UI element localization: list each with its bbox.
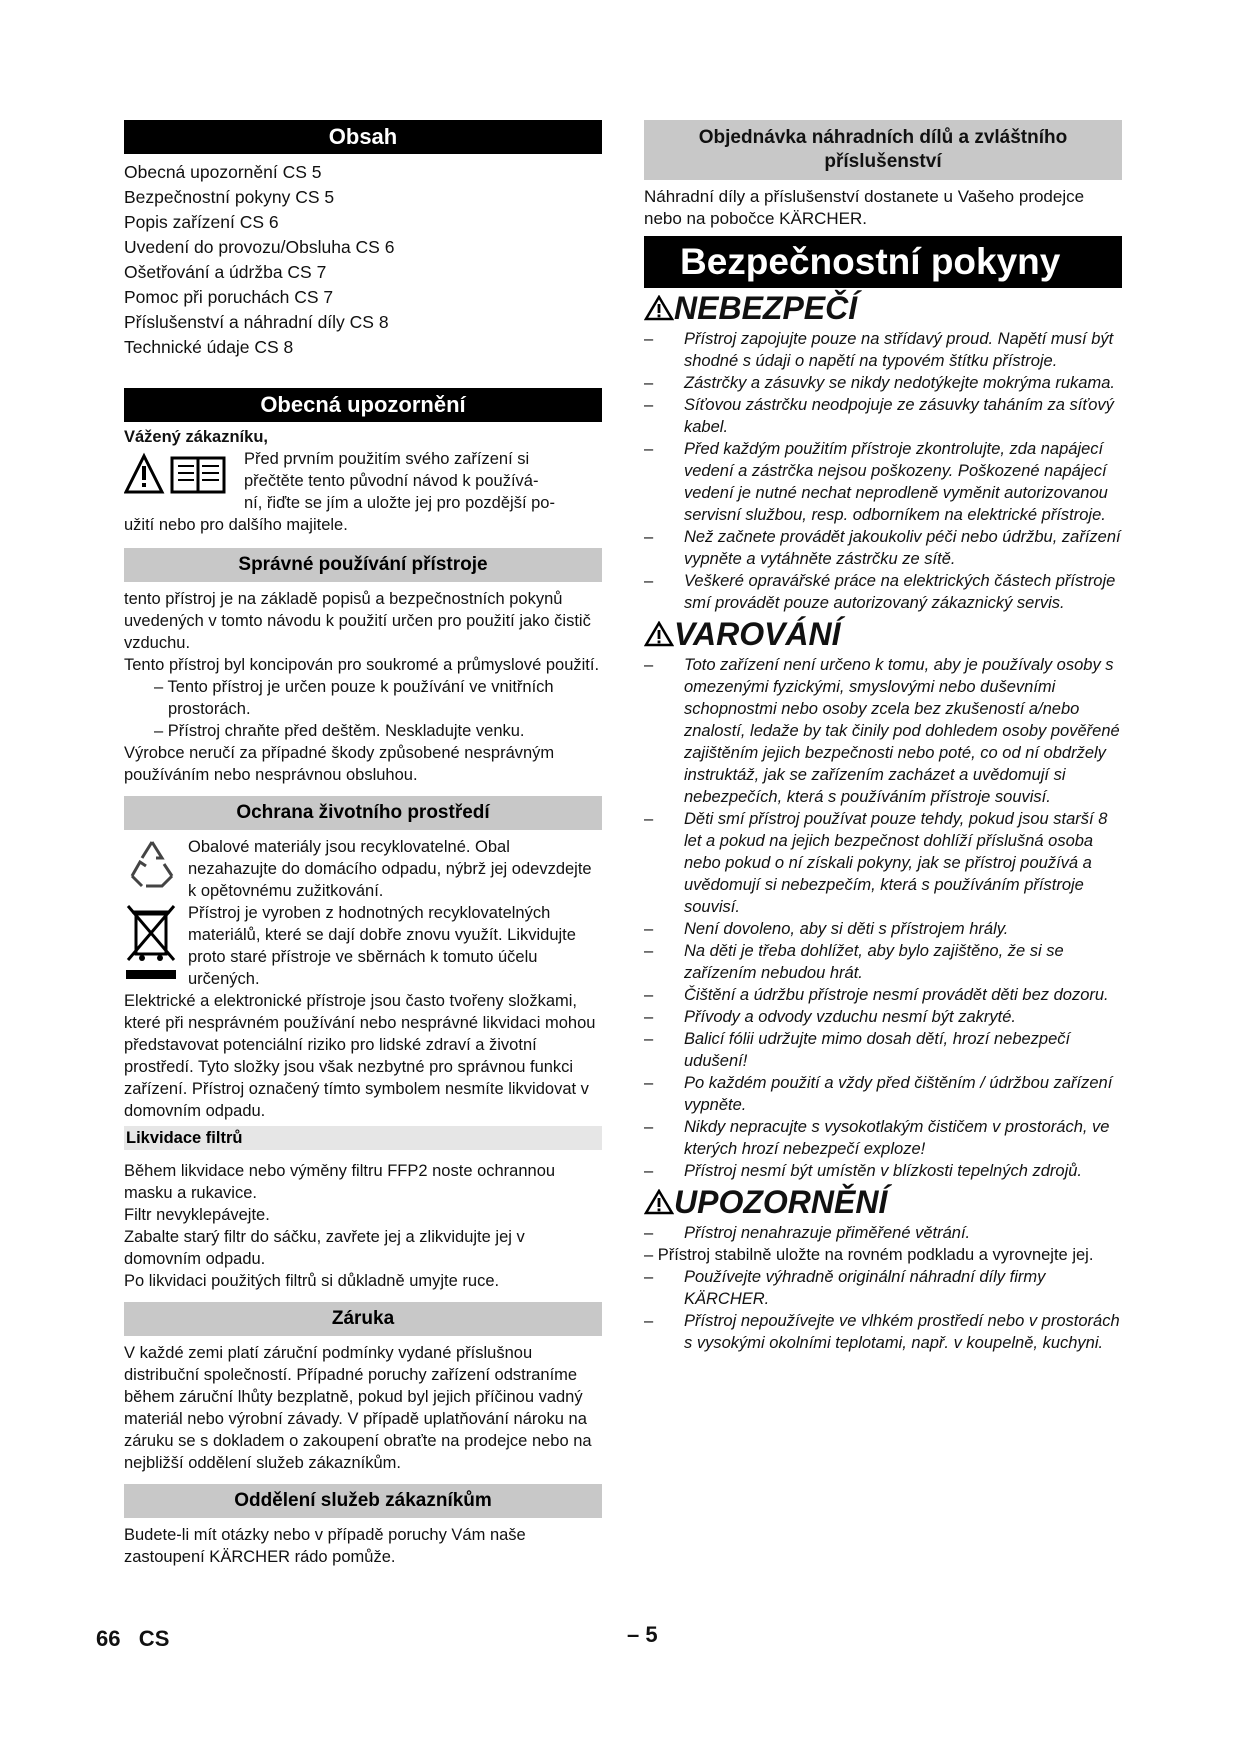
warning-book-icon [124, 452, 234, 496]
proper-use-b2: – Přístroj chraňte před deštěm. Neskladujte venku. [154, 722, 525, 740]
intro-line: Před prvním použitím svého zařízení si [244, 450, 530, 468]
caution-list [644, 1222, 1122, 1354]
spare-parts-title: Objednávka náhradních dílů a zvláštního příslušenství [644, 120, 1122, 180]
toc-entry[interactable]: Ošetřování a údržba CS 7 [124, 262, 327, 282]
list-item: – Používejte výhradně originální náhradní díly firmy KÄRCHER. [644, 1268, 1046, 1308]
weee-text: Elektrické a elektronické přístroje jsou často tvořeny složkami, které při nesprávném používání nebo nesprávné likvidaci mohou představovat potenciální riziko pro lidské zdraví a životní prostředí. Tyto složky jsou však nezbytné pro správnou funkci zařízení. Přístroj označený tímto symbolem nesmíte likvidovat v domovním odpadu. [124, 992, 596, 1120]
recycling-icon [124, 836, 188, 902]
toc-entry[interactable]: Uvedení do provozu/Obsluha CS 6 [124, 237, 395, 257]
list-item: – Zástrčky a zásuvky se nikdy nedotýkejte mokrýma rukama. [644, 374, 1115, 392]
warning-triangle-icon [644, 1189, 674, 1215]
service-title: Oddělení služeb zákazníkům [124, 1484, 602, 1518]
intro-last: užití nebo pro dalšího majitele. [124, 516, 348, 534]
list-item: – Veškeré opravářské práce na elektrických částech přístroje smí provádět pouze autorizovaný zákaznický servis. [644, 572, 1116, 612]
warning-list [644, 654, 1122, 1182]
list-item: – Čištění a údržbu přístroje nesmí provádět děti bez dozoru. [644, 986, 1109, 1004]
list-item: – Přístroj stabilně uložte na rovném podkladu a vyrovnejte jej. [644, 1246, 1094, 1264]
list-item: – Přístroj nesmí být umístěn v blízkosti tepelných zdrojů. [644, 1162, 1082, 1180]
proper-use-p1: tento přístroj je na základě popisů a bezpečnostních pokynů uvedených v tomto návodu k použití určen pro použití jako čistič vzduchu. [124, 590, 591, 652]
proper-use-p3: Výrobce neručí za případné škody způsobené nesprávným používáním nebo nesprávnou obsluhou. [124, 744, 555, 784]
intro-line: ní, řiďte se jím a uložte jej pro pozdější po- [244, 494, 555, 512]
filter-p4: Po likvidaci použitých filtrů si důkladně umyjte ruce. [124, 1272, 500, 1290]
list-item: – Balicí fólii udržujte mimo dosah dětí, hrozí nebezpečí udušení! [644, 1030, 1071, 1070]
caution-heading [644, 1182, 1122, 1222]
spare-parts-text: Náhradní díly a příslušenství dostanete u Vašeho prodejce nebo na pobočce KÄRCHER. [644, 187, 1085, 228]
warning-triangle-icon [644, 621, 674, 647]
list-item: – Než začnete provádět jakoukoliv péči nebo údržbu, zařízení vypněte a vytáhněte zástrčku ze sítě. [644, 528, 1121, 568]
list-item: – Přívody a odvody vzduchu nesmí být zakryté. [644, 1008, 1016, 1026]
toc-entry[interactable]: Obecná upozornění CS 5 [124, 162, 322, 182]
proper-use-b1: – Tento přístroj je určen pouze k používání ve vnitřních prostorách. [154, 678, 554, 718]
danger-heading [644, 288, 1122, 328]
recycling-block [124, 902, 602, 990]
proper-use-title: Správné používání přístroje [124, 548, 602, 582]
danger-list [644, 328, 1122, 614]
toc-entry[interactable]: Technické údaje CS 8 [124, 337, 294, 357]
warning-triangle-icon [644, 295, 674, 321]
recycling-text: Přístroj je vyroben z hodnotných recyklovatelných materiálů, které se dají dobře znovu využít. Likvidujte proto staré přístroje ve sběrnách k tomuto účelu určených. [188, 904, 576, 988]
safety-title: Bezpečnostní pokyny [644, 236, 1122, 288]
left-column [124, 120, 602, 1568]
toc-entry[interactable]: Popis zařízení CS 6 [124, 212, 279, 232]
list-item: – Přístroj zapojujte pouze na střídavý proud. Napětí musí být shodné s údaji o napětí na typovém štítku přístroje. [644, 330, 1114, 370]
list-item: – Po každém použití a vždy před čištěním / údržbou zařízení vypněte. [644, 1074, 1113, 1114]
page-number: – 5 [627, 1622, 658, 1647]
list-item: – Děti smí přístroj používat pouze tehdy, pokud jsou starší 8 let a pokud na jejich bezpečnost dohlíží příslušná osoba nebo pokud o ní získali pokyny, jak se přístroj používá a uvědomují si nebezpečím, která s používáním přístroje souvisí. [644, 810, 1108, 916]
toc-entry[interactable]: Bezpečnostní pokyny CS 5 [124, 187, 335, 207]
filter-p2: Filtr nevyklepávejte. [124, 1206, 270, 1224]
filter-p3: Zabalte starý filtr do sáčku, zavřete jej a zlikvidujte jej v domovním odpadu. [124, 1228, 525, 1268]
page-label: 66 CS [96, 1626, 170, 1651]
general-title: Obecná upozornění [124, 388, 602, 422]
list-item: – Toto zařízení není určeno k tomu, aby je používaly osoby s omezenými fyzickými, smyslovými nebo duševními schopnostmi nebo osoby zcela bez zkušeností a/nebo znalostí, ledaže by tak činily pod dohledem osoby pověřené zajištěním jejich bezpečnosti nebo poté, co od ní obdržely instruktáž, jak se zařízením zacházet a uvědomují si nebezpečích, která s používáním přístroje souvisí. [644, 656, 1120, 806]
environment-title: Ochrana životního prostředí [124, 796, 602, 830]
packaging-text: Obalové materiály jsou recyklovatelné. Obal nezahazujte do domácího odpadu, nýbrž jej odevzdejte k opětovnému zužitkování. [188, 838, 592, 900]
warranty-title: Záruka [124, 1302, 602, 1336]
list-item: – Nikdy nepracujte s vysokotlakým čističem v prostorách, ve kterých hrozí nebezpečí exploze! [644, 1118, 1110, 1158]
list-item: – Před každým použitím přístroje zkontrolujte, zda napájecí vedení a zástrčka nejsou poškozeny. Poškozené napájecí vedení je nutné nechat neprodleně vyměnit autorizovanou servisní službou, resp. odborníkem na elektrické přístroje. [644, 440, 1108, 524]
intro-icons [124, 448, 244, 514]
list-item: – Síťovou zástrčku neodpojuje ze zásuvky taháním za síťový kabel. [644, 396, 1114, 436]
proper-use-p2: Tento přístroj byl koncipován pro soukromé a průmyslové použití. [124, 656, 600, 674]
crossed-bin-icon [124, 902, 188, 990]
list-item: – Přístroj nepoužívejte ve vlhkém prostředí nebo v prostorách s vysokými okolními teplotami, např. v koupelně, kuchyni. [644, 1312, 1120, 1352]
toc-entry[interactable]: Příslušenství a náhradní díly CS 8 [124, 312, 389, 332]
toc-entry[interactable]: Pomoc při poruchách CS 7 [124, 287, 334, 307]
warranty-text: V každé zemi platí záruční podmínky vydané příslušnou distribuční společností. Případné poruchy zařízení odstraníme během záruční lhůty bezplatně, pokud byl jejich příčinou vadný materiál nebo výrobní závady. V případě uplatňování nároku na záruku se s dokladem o zakoupení obraťte na prodejce nebo na nejbližší oddělení služeb zákazníkům. [124, 1344, 592, 1472]
warning-label: VAROVÁNÍ [674, 615, 841, 652]
list-item: – Na děti je třeba dohlížet, aby bylo zajištěno, že si se zařízením nebudou hrát. [644, 942, 1064, 982]
right-column [644, 120, 1122, 1354]
intro-block [124, 448, 602, 514]
filter-p1: Během likvidace nebo výměny filtru FFP2 noste ochrannou masku a rukavice. [124, 1162, 556, 1202]
toc-title: Obsah [124, 120, 602, 154]
greeting: Vážený zákazníku, [124, 428, 268, 446]
danger-label: NEBEZPEČÍ [674, 289, 858, 326]
packaging-block [124, 836, 602, 902]
list-item: – Není dovoleno, aby si děti s přístrojem hrály. [644, 920, 1009, 938]
list-item: – Přístroj nenahrazuje přiměřené větrání. [644, 1224, 971, 1242]
service-text: Budete-li mít otázky nebo v případě poruchy Vám naše zastoupení KÄRCHER rádo pomůže. [124, 1526, 526, 1566]
toc-list [124, 160, 602, 360]
filter-disposal-title: Likvidace filtrů [124, 1126, 602, 1150]
caution-label: UPOZORNĚNÍ [674, 1183, 888, 1220]
intro-text [244, 448, 555, 514]
warning-heading [644, 614, 1122, 654]
intro-line: přečtěte tento původní návod k používá- [244, 472, 539, 490]
